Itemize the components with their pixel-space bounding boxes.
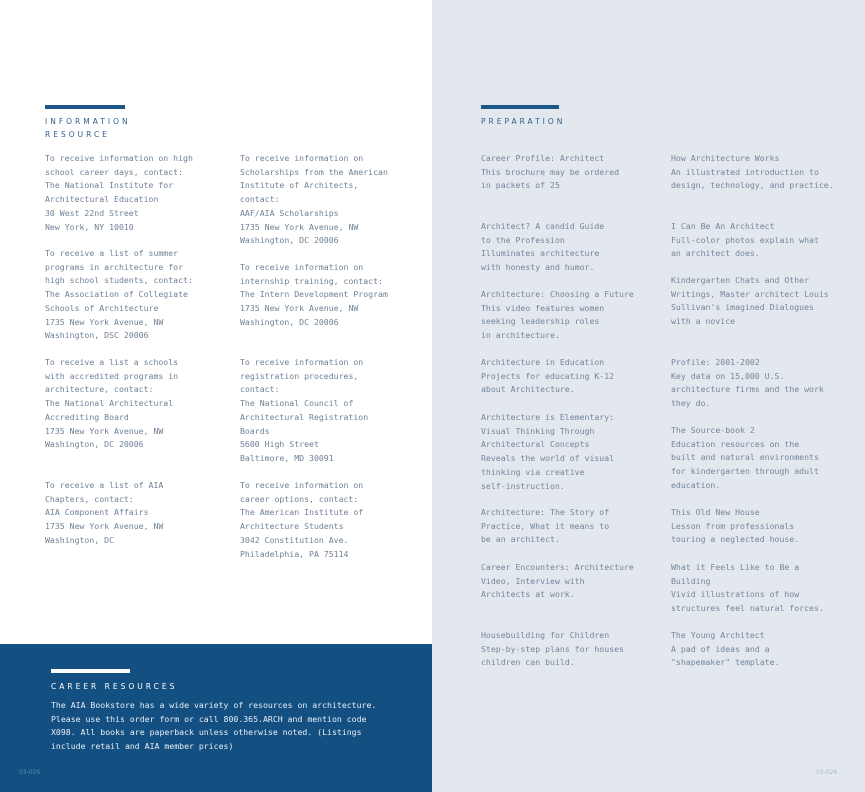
resource-item: Housebuilding for Children Step-by-step plans for houses children can build. [481,630,624,668]
info-item: To receive information on high school career days, contact: The National Institute for Architectural Education 30 West 22nd Street New York, NY 10010 [45,153,193,232]
info-item: To receive a list of AIA Chapters, contact: AIA Component Affairs 1735 New York Avenue, NW Washington, DC [45,480,164,545]
resource-item: Career Profile: Architect This brochure may be ordered in packets of 25 [481,153,620,191]
resource-item: Architecture in Education Projects for educating K-12 about Architecture. [481,357,615,395]
info-item: To receive information on Scholarships from the American Institute of Architects, contact: AAF/AIA Scholarships 1735 New York Avenue, NW Washington, DC 20006 [240,153,388,246]
career-resources-rule [51,669,130,673]
info-item: To receive a list a schools with accredited programs in architecture, contact: The National Architectural Accrediting Board 1735 New York Avenue, NW Washington, DC 20006 [45,357,179,450]
resource-item: Architecture: Choosing a Future This video features women seeking leadership roles in architecture. [481,289,634,341]
info-item: To receive information on internship training, contact: The Intern Development Program 1735 New York Avenue, NW Washington, DC 20006 [240,262,388,327]
resource-item: Architecture: The Story of Practice, What it means to be an architect. [481,507,610,545]
resource-item: Career Encounters: Architecture Video, Interview with Architects at work. [481,562,634,600]
info-item: To receive a list of summer programs in architecture for high school students, contact: The Association of Collegiate Schools of Architecture 1735 New York Avenue, NW Washington, DSC 20006 [45,248,193,341]
footer-code-left: 03-026 [19,769,41,776]
resource-item: The Young Architect A pad of ideas and a "shapemaker" template. [671,630,780,668]
resource-item: I Can Be An Architect Full-color photos explain what an architect does. [671,221,819,259]
resource-item: What it Feels Like to Be a Building Vivid illustrations of how structures feel natural forces. [671,562,824,614]
information-resource-heading: INFORMATION RESOURCE [45,117,131,139]
preparation-rule [481,105,559,109]
resource-item: This Old New House Lesson from professionals touring a neglected house. [671,507,800,545]
information-resource-rule [45,105,125,109]
info-item: To receive information on career options, contact: The American Institute of Architecture Students 3042 Constitution Ave. Philadelphia, PA 75114 [240,480,364,559]
career-resources-text: The AIA Bookstore has a wide variety of resources on architecture. Please use this order form or call 800.365.ARCH and mention code X098. All books are paperback unless otherwise noted. (Listings include retail and AIA member prices) [51,700,377,752]
career-resources-heading: CAREER RESOURCES [51,682,178,691]
info-item: To receive information on registration procedures, contact: The National Council of Architectural Registration Boards 5600 High Street Baltimore, MD 30091 [240,357,369,463]
resource-item: How Architecture Works An illustrated introduction to design, technology, and practice. [671,153,834,191]
preparation-heading: PREPARATION [481,117,566,126]
resource-item: The Source-book 2 Education resources on the built and natural environments for kindergarten through adult education. [671,425,819,490]
resource-item: Profile: 2001-2002 Key data on 15,000 U.S. architecture firms and the work they do. [671,357,824,409]
footer-code-right: 03-026 [816,769,838,776]
resource-item: Architecture is Elementary: Visual Thinking Through Architectural Concepts Reveals the world of visual thinking via creative self-instruction. [481,412,615,491]
resource-item: Architect? A candid Guide to the Profession Illuminates architecture with honesty and humor. [481,221,605,273]
resource-item: Kindergarten Chats and Other Writings, Master architect Louis Sullivan's imagined Dialogues with a novice [671,275,829,327]
